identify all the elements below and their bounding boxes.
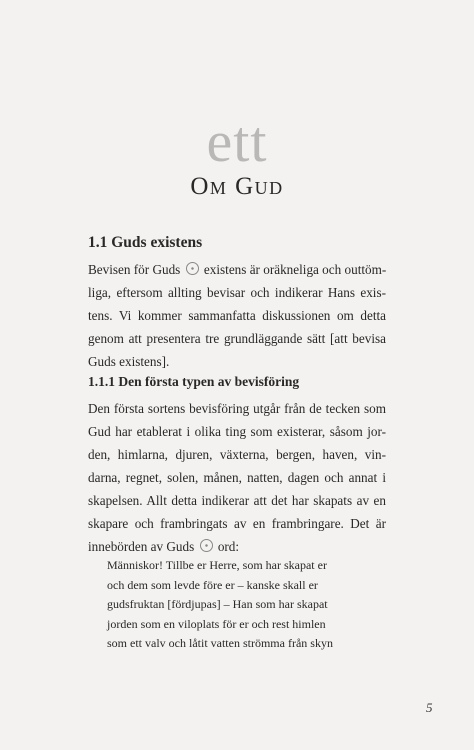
text-line: genom att presentera tre grundläggande sätt [att bevisa xyxy=(88,331,386,346)
section-heading: 1.1 Guds existens xyxy=(88,234,203,251)
text-line: skapare och frambringats av en frambringare. Det är xyxy=(88,516,386,531)
text-line xyxy=(88,535,386,558)
honorific-seal-icon xyxy=(186,262,199,275)
text-fragment: existens är oräkneliga och outtöm- xyxy=(203,262,387,277)
quote-line: gudsfruktan [fördjupas] – Han som har skapat xyxy=(107,597,328,612)
text-fragment: innebörden av Guds xyxy=(88,539,195,554)
paragraph-first-proof xyxy=(88,397,386,558)
quote-line: jorden som en viloplats för er och rest himlen xyxy=(107,616,326,631)
chapter-number-word: ett xyxy=(206,109,268,174)
text-fragment: ord: xyxy=(217,539,240,554)
text-line: Gud har etablerat i olika ting som existerar, såsom jor- xyxy=(88,424,386,439)
text-line xyxy=(88,258,386,281)
text-line: Guds existens]. xyxy=(88,354,170,369)
text-line: tens. Vi kommer sammanfatta diskussionen om detta xyxy=(88,308,386,323)
text-line: den, himlarna, djuren, växterna, bergen, haven, vin- xyxy=(88,447,386,462)
honorific-seal-icon xyxy=(200,539,213,552)
quote-line: Människor! Tillbe er Herre, som har skapat er xyxy=(107,558,327,572)
quote-line: som ett valv och låtit vatten strömma från skyn xyxy=(107,636,333,651)
text-fragment: Bevisen för Guds xyxy=(88,262,181,277)
quote-line: och dem som levde före er – kanske skall er xyxy=(107,577,318,592)
text-line: skapelsen. Allt detta indikerar att det har skapats av en xyxy=(88,493,386,508)
page-number: 5 xyxy=(426,700,433,715)
chapter-title: Om Gud xyxy=(190,173,284,200)
text-line: liga, eftersom allting bevisar och indikerar Hans exis- xyxy=(88,285,386,300)
text-line: Den första sortens bevisföring utgår från de tecken som xyxy=(88,401,386,416)
paragraph-intro xyxy=(88,258,386,373)
text-line: darna, regnet, solen, månen, natten, dagen och annat i xyxy=(88,470,386,485)
subsection-heading: 1.1.1 Den första typen av bevisföring xyxy=(88,374,300,389)
block-quote xyxy=(107,556,375,654)
